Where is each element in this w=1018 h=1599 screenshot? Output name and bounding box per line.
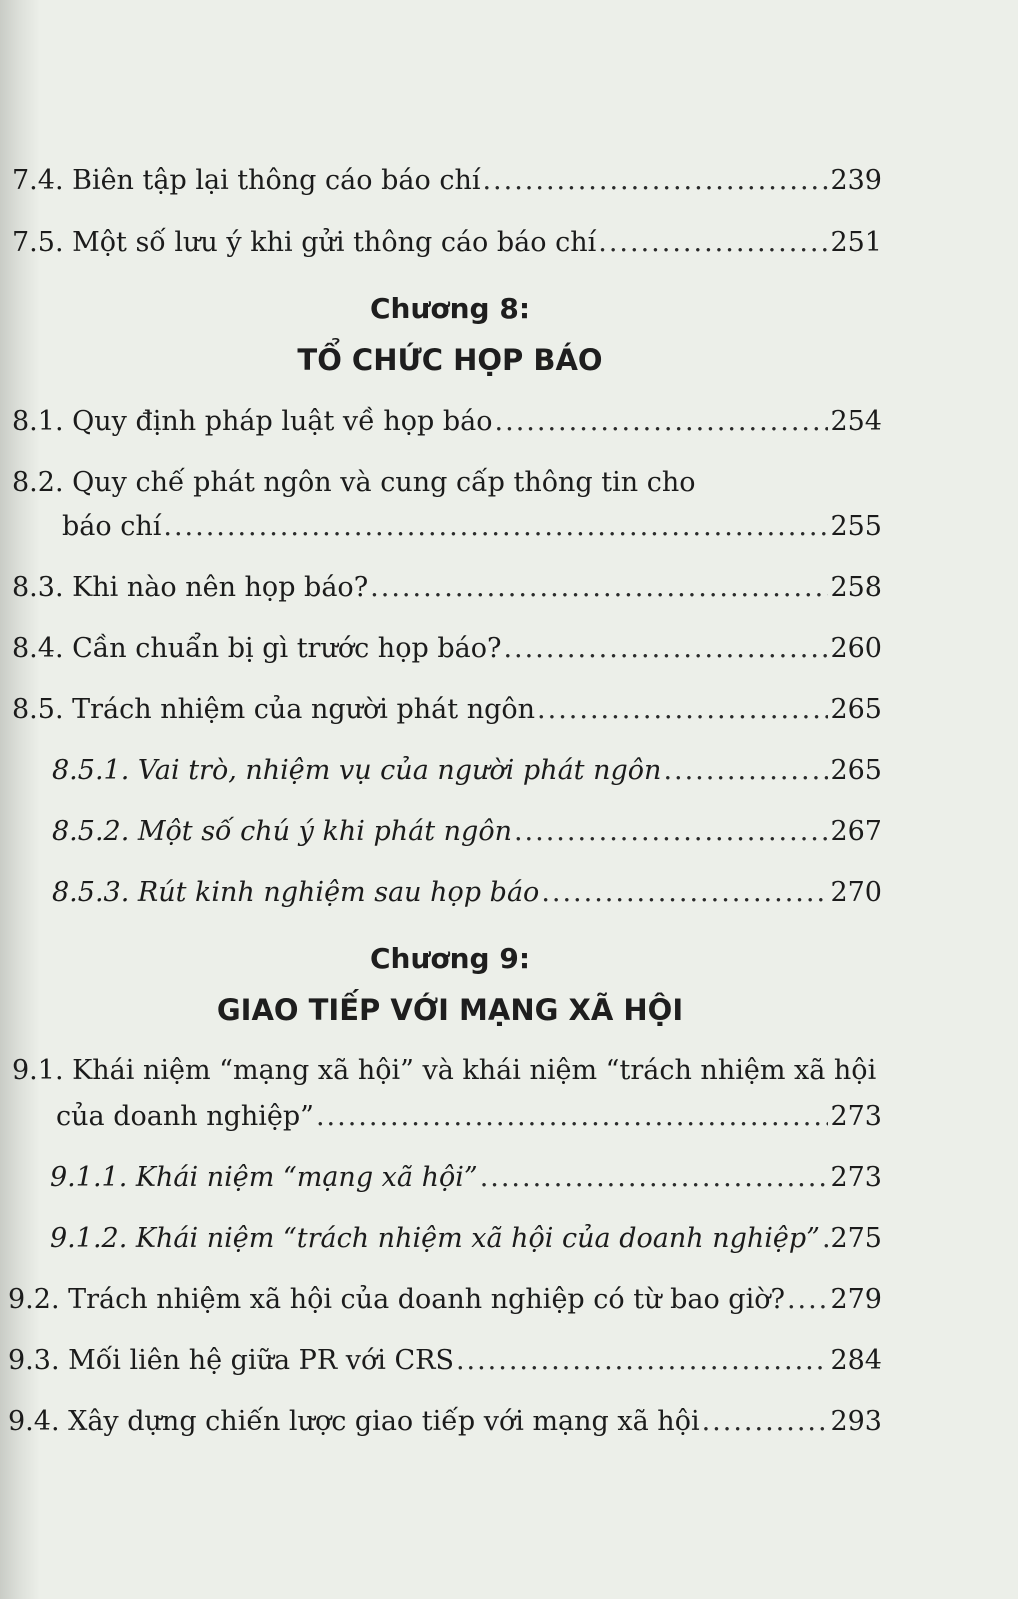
- leader-dots: [370, 572, 828, 604]
- toc-entry-7-4: [12, 165, 882, 197]
- toc-page-number: 273: [830, 1162, 882, 1193]
- toc-page-number: 265: [830, 755, 882, 786]
- leader-dots: [480, 1162, 829, 1194]
- toc-entry-8-5: [12, 694, 882, 726]
- toc-entry-label: 7.4. Biên tập lại thông cáo báo chí: [12, 165, 481, 196]
- leader-dots: [482, 165, 828, 197]
- toc-entry-9-2: [8, 1284, 882, 1316]
- toc-entry-8-2-line2: [62, 511, 882, 543]
- leader-dots: [163, 511, 828, 543]
- toc-entry-8-2-line1: [12, 467, 882, 499]
- leader-dots: [787, 1284, 829, 1316]
- leader-dots: [316, 1101, 829, 1133]
- chapter-8-heading: Chương 8:: [369, 292, 531, 325]
- toc-page-number: 284: [830, 1345, 882, 1376]
- toc-page-number: 275: [830, 1223, 882, 1254]
- toc-entry-9-1-2: [50, 1223, 882, 1255]
- toc-entry-9-3: [8, 1345, 882, 1377]
- leader-dots: [702, 1406, 829, 1438]
- leader-dots: [537, 694, 828, 726]
- toc-page-number: 267: [830, 816, 882, 847]
- toc-page-number: 293: [830, 1406, 882, 1437]
- toc-entry-8-5-2: [52, 816, 882, 848]
- toc-page-number: 260: [830, 633, 882, 664]
- leader-dots: [598, 227, 828, 259]
- toc-entry-9-4: [8, 1406, 882, 1438]
- leader-dots: [456, 1345, 829, 1377]
- toc-entry-9-1-1: [50, 1162, 882, 1194]
- toc-entry-7-5: [12, 227, 882, 259]
- leader-dots: [495, 406, 829, 438]
- toc-page-number: 273: [830, 1101, 882, 1132]
- toc-entry-label: 9.1.1. Khái niệm “mạng xã hội”: [50, 1162, 478, 1193]
- toc-entry-label: 8.2. Quy chế phát ngôn và cung cấp thông tin cho: [12, 467, 696, 498]
- chapter-8-title: TỔ CHỨC HỌP BÁO: [297, 343, 603, 377]
- toc-entry-8-4: [12, 633, 882, 665]
- toc-entry-label: 7.5. Một số lưu ý khi gửi thông cáo báo chí: [12, 227, 597, 258]
- toc-entry-label: 9.3. Mối liên hệ giữa PR với CRS: [8, 1345, 454, 1376]
- chapter-9-heading: Chương 9:: [369, 942, 531, 975]
- toc-entry-label: 8.3. Khi nào nên họp báo?: [12, 572, 369, 603]
- toc-entry-label: 8.5.3. Rút kinh nghiệm sau họp báo: [52, 877, 540, 908]
- leader-dots: [663, 755, 828, 787]
- toc-entry-label: 8.5.2. Một số chú ý khi phát ngôn: [52, 816, 512, 847]
- toc-entry-continuation: báo chí: [62, 511, 162, 542]
- toc-entry-label: 8.5. Trách nhiệm của người phát ngôn: [12, 694, 536, 725]
- toc-page-number: 239: [830, 165, 882, 196]
- toc-entry-8-5-1: [52, 755, 882, 787]
- toc-page-number: 255: [830, 511, 882, 542]
- leader-dots: [503, 633, 828, 665]
- toc-page-number: 258: [830, 572, 882, 603]
- toc-entry-label: 8.4. Cần chuẩn bị gì trước họp báo?: [12, 633, 502, 664]
- toc-entry-label: 8.5.1. Vai trò, nhiệm vụ của người phát ngôn: [52, 755, 662, 786]
- toc-entry-label: 8.1. Quy định pháp luật về họp báo: [12, 406, 493, 437]
- toc-entry-label: 9.2. Trách nhiệm xã hội của doanh nghiệp có từ bao giờ?: [8, 1284, 785, 1315]
- toc-entry-9-1-line1: [12, 1055, 882, 1087]
- toc-entry-8-1: [12, 406, 882, 438]
- toc-page-number: 279: [830, 1284, 882, 1315]
- toc-page-number: 270: [830, 877, 882, 908]
- chapter-9-title: GIAO TIẾP VỚI MẠNG XÃ HỘI: [216, 993, 684, 1027]
- toc-entry-8-3: [12, 572, 882, 604]
- toc-entry-8-5-3: [52, 877, 882, 909]
- toc-entry-label: 9.1.2. Khái niệm “trách nhiệm xã hội của doanh nghiệp”: [50, 1223, 820, 1254]
- toc-page-number: 251: [830, 227, 882, 258]
- toc-page-number: 254: [830, 406, 882, 437]
- toc-entry-9-1-line2: [56, 1101, 882, 1133]
- toc-entry-label: 9.1. Khái niệm “mạng xã hội” và khái niệm “trách nhiệm xã hội: [12, 1055, 877, 1086]
- leader-dots: [541, 877, 828, 909]
- toc-entry-continuation: của doanh nghiệp”: [56, 1101, 314, 1132]
- toc-entry-label: 9.4. Xây dựng chiến lược giao tiếp với mạng xã hội: [8, 1406, 700, 1437]
- leader-dots: [514, 816, 828, 848]
- toc-page-number: 265: [830, 694, 882, 725]
- leader-dots: [822, 1223, 828, 1255]
